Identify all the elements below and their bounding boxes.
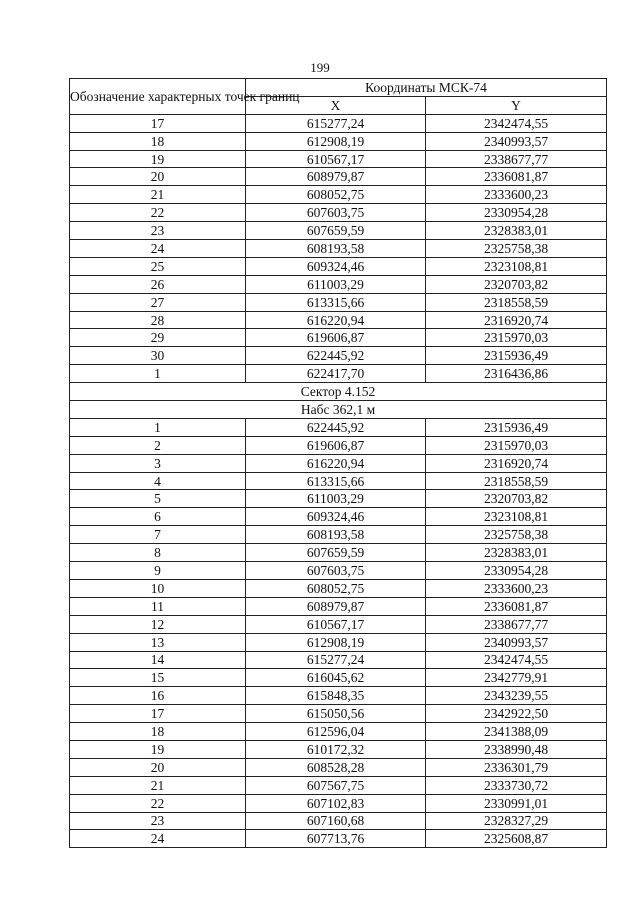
table-row [70, 472, 607, 490]
point-cell: 12 [70, 615, 246, 633]
point-cell: 21 [70, 186, 246, 204]
y-cell: 2330954,28 [426, 204, 607, 222]
table-row [70, 830, 607, 848]
point-cell: 15 [70, 669, 246, 687]
table-row [70, 329, 607, 347]
table-row [70, 669, 607, 687]
table-row [70, 794, 607, 812]
table-row [70, 401, 607, 419]
x-cell: 612908,19 [246, 132, 426, 150]
point-cell: 18 [70, 723, 246, 741]
table-row [70, 204, 607, 222]
table-row [70, 490, 607, 508]
table-row [70, 562, 607, 580]
x-cell: 615050,56 [246, 705, 426, 723]
x-cell: 616220,94 [246, 311, 426, 329]
y-cell: 2338677,77 [426, 615, 607, 633]
point-cell: 23 [70, 222, 246, 240]
table-row [70, 508, 607, 526]
y-cell: 2323108,81 [426, 257, 607, 275]
table-row [70, 293, 607, 311]
table-row [70, 222, 607, 240]
y-cell: 2336081,87 [426, 168, 607, 186]
y-cell: 2338677,77 [426, 150, 607, 168]
x-cell: 609324,46 [246, 257, 426, 275]
point-cell: 20 [70, 758, 246, 776]
x-cell: 622445,92 [246, 347, 426, 365]
x-cell: 615848,35 [246, 687, 426, 705]
x-header: X [246, 96, 426, 114]
point-cell: 7 [70, 526, 246, 544]
y-cell: 2320703,82 [426, 275, 607, 293]
point-cell: 19 [70, 150, 246, 168]
point-cell: 30 [70, 347, 246, 365]
x-cell: 613315,66 [246, 293, 426, 311]
table-row [70, 633, 607, 651]
y-cell: 2315936,49 [426, 418, 607, 436]
point-cell: 4 [70, 472, 246, 490]
table-row [70, 579, 607, 597]
point-cell: 21 [70, 776, 246, 794]
y-cell: 2336081,87 [426, 597, 607, 615]
y-cell: 2318558,59 [426, 293, 607, 311]
point-cell: 29 [70, 329, 246, 347]
point-cell: 27 [70, 293, 246, 311]
table-row [70, 526, 607, 544]
x-cell: 616220,94 [246, 454, 426, 472]
table-row [70, 740, 607, 758]
x-cell: 608052,75 [246, 579, 426, 597]
table-row [70, 383, 607, 401]
x-cell: 615277,24 [246, 651, 426, 669]
y-cell: 2316436,86 [426, 365, 607, 383]
x-cell: 607713,76 [246, 830, 426, 848]
y-cell: 2330991,01 [426, 794, 607, 812]
table-row [70, 687, 607, 705]
x-cell: 608979,87 [246, 168, 426, 186]
point-cell: 22 [70, 794, 246, 812]
table-row [70, 365, 607, 383]
point-cell: 18 [70, 132, 246, 150]
x-cell: 608193,58 [246, 526, 426, 544]
y-cell: 2330954,28 [426, 562, 607, 580]
x-cell: 611003,29 [246, 275, 426, 293]
point-cell: 5 [70, 490, 246, 508]
table-body [70, 114, 607, 848]
y-cell: 2325608,87 [426, 830, 607, 848]
coords-header: Координаты МСК-74 [246, 79, 607, 97]
x-cell: 607102,83 [246, 794, 426, 812]
y-cell: 2328327,29 [426, 812, 607, 830]
table-row [70, 114, 607, 132]
point-cell: 24 [70, 830, 246, 848]
point-cell: 14 [70, 651, 246, 669]
y-cell: 2333600,23 [426, 186, 607, 204]
point-cell: 26 [70, 275, 246, 293]
x-cell: 610567,17 [246, 615, 426, 633]
x-cell: 607160,68 [246, 812, 426, 830]
table-row [70, 275, 607, 293]
x-cell: 607659,59 [246, 544, 426, 562]
x-cell: 608052,75 [246, 186, 426, 204]
table-row [70, 436, 607, 454]
y-cell: 2318558,59 [426, 472, 607, 490]
x-cell: 608193,58 [246, 240, 426, 258]
x-cell: 607659,59 [246, 222, 426, 240]
point-cell: 16 [70, 687, 246, 705]
x-cell: 619606,87 [246, 436, 426, 454]
table-row [70, 132, 607, 150]
y-cell: 2340993,57 [426, 633, 607, 651]
y-cell: 2341388,09 [426, 723, 607, 741]
y-cell: 2333730,72 [426, 776, 607, 794]
y-cell: 2333600,23 [426, 579, 607, 597]
header-row [70, 79, 607, 97]
y-cell: 2325758,38 [426, 526, 607, 544]
y-cell: 2338990,48 [426, 740, 607, 758]
table-row [70, 776, 607, 794]
page-number: 199 [310, 60, 330, 75]
table-row [70, 615, 607, 633]
x-cell: 611003,29 [246, 490, 426, 508]
y-cell: 2342474,55 [426, 651, 607, 669]
y-header: Y [426, 96, 607, 114]
x-cell: 607567,75 [246, 776, 426, 794]
y-cell: 2343239,55 [426, 687, 607, 705]
point-cell: 1 [70, 365, 246, 383]
section-label: Набс 362,1 м [70, 401, 607, 419]
y-cell: 2342779,91 [426, 669, 607, 687]
x-cell: 610172,32 [246, 740, 426, 758]
x-cell: 622445,92 [246, 418, 426, 436]
point-cell: 8 [70, 544, 246, 562]
section-label: Сектор 4.152 [70, 383, 607, 401]
point-cell: 20 [70, 168, 246, 186]
table-row [70, 758, 607, 776]
table-row [70, 705, 607, 723]
y-cell: 2340993,57 [426, 132, 607, 150]
table-row [70, 454, 607, 472]
point-cell: 6 [70, 508, 246, 526]
y-cell: 2316920,74 [426, 311, 607, 329]
x-cell: 616045,62 [246, 669, 426, 687]
table-row [70, 257, 607, 275]
y-cell: 2328383,01 [426, 222, 607, 240]
x-cell: 613315,66 [246, 472, 426, 490]
table-row [70, 651, 607, 669]
point-cell: 22 [70, 204, 246, 222]
y-cell: 2323108,81 [426, 508, 607, 526]
table-row [70, 544, 607, 562]
point-cell: 2 [70, 436, 246, 454]
y-cell: 2342922,50 [426, 705, 607, 723]
point-cell: 17 [70, 705, 246, 723]
x-cell: 612596,04 [246, 723, 426, 741]
x-cell: 608528,28 [246, 758, 426, 776]
point-cell: 11 [70, 597, 246, 615]
x-cell: 607603,75 [246, 562, 426, 580]
x-cell: 612908,19 [246, 633, 426, 651]
table-row [70, 723, 607, 741]
table-row [70, 311, 607, 329]
point-cell: 23 [70, 812, 246, 830]
point-cell: 9 [70, 562, 246, 580]
x-cell: 615277,24 [246, 114, 426, 132]
table-row [70, 240, 607, 258]
y-cell: 2320703,82 [426, 490, 607, 508]
table-row [70, 418, 607, 436]
table-row [70, 812, 607, 830]
y-cell: 2328383,01 [426, 544, 607, 562]
table-row [70, 150, 607, 168]
point-cell: 17 [70, 114, 246, 132]
x-cell: 608979,87 [246, 597, 426, 615]
table-row [70, 597, 607, 615]
y-cell: 2336301,79 [426, 758, 607, 776]
y-cell: 2315936,49 [426, 347, 607, 365]
x-cell: 607603,75 [246, 204, 426, 222]
point-cell: 10 [70, 579, 246, 597]
x-cell: 609324,46 [246, 508, 426, 526]
point-cell: 3 [70, 454, 246, 472]
table-row [70, 168, 607, 186]
point-label-header: Обозначение характерных точек границ [70, 79, 246, 115]
x-cell: 622417,70 [246, 365, 426, 383]
point-cell: 24 [70, 240, 246, 258]
point-cell: 1 [70, 418, 246, 436]
y-cell: 2315970,03 [426, 329, 607, 347]
y-cell: 2315970,03 [426, 436, 607, 454]
table-row [70, 186, 607, 204]
coordinates-table [69, 78, 607, 848]
x-cell: 610567,17 [246, 150, 426, 168]
x-cell: 619606,87 [246, 329, 426, 347]
y-cell: 2325758,38 [426, 240, 607, 258]
table-row [70, 347, 607, 365]
y-cell: 2342474,55 [426, 114, 607, 132]
point-cell: 19 [70, 740, 246, 758]
point-cell: 13 [70, 633, 246, 651]
y-cell: 2316920,74 [426, 454, 607, 472]
point-cell: 25 [70, 257, 246, 275]
point-cell: 28 [70, 311, 246, 329]
